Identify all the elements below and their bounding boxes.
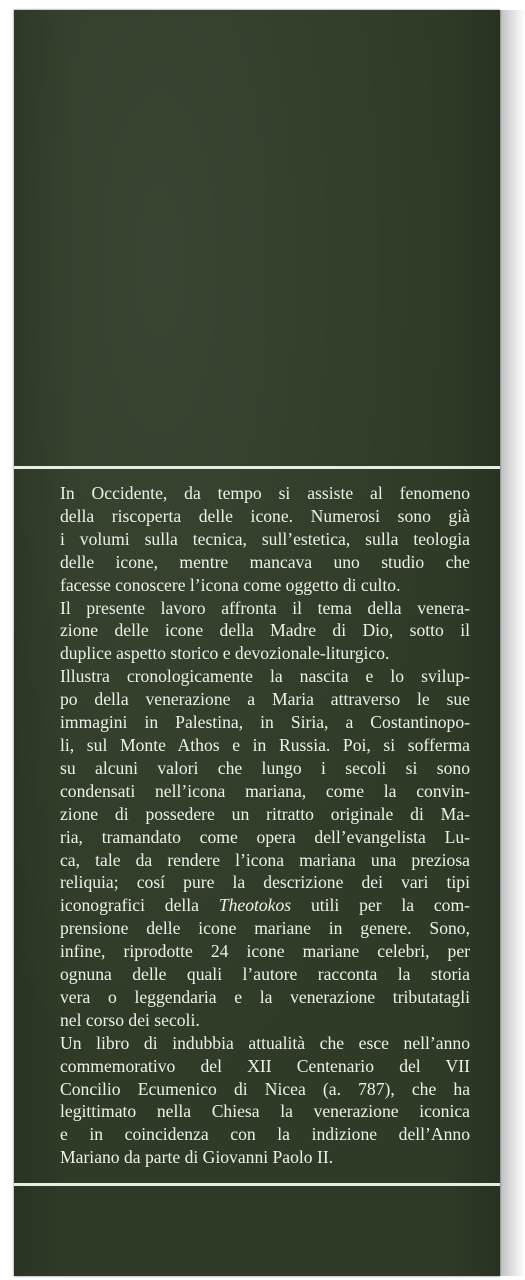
text-line: della riscoperta delle icone. Numerosi sono già [60,505,470,526]
text-line: ca, tale da rendere l’icona mariana una preziosa [60,849,470,870]
italic-term-theotokos: Theotokos [218,895,292,916]
text-fragment: iconografici della [60,895,199,916]
text-line: ognuna delle quali l’autore racconta la storia [60,964,470,985]
text-line: ria, tramandato come opera dell’evangelista Lu- [60,826,470,847]
text-line: zione di possedere un ritratto originale di Ma- [60,803,470,824]
page-edge-shadow [500,10,525,1276]
text-line: In Occidente, da tempo si assiste al fenomeno [60,483,470,503]
paragraph-2 [60,1032,470,1169]
text-line: immagini in Palestina, in Siria, a Costantinopo- [60,712,470,733]
text-line: e in coincidenza con la indizione dell’Anno [60,1124,470,1145]
text-line: facesse conoscere l’icona come oggetto di culto. [60,574,401,595]
text-line: Illustra cronologicamente la nascita e lo svilup- [60,666,470,687]
text-line: i volumi sulla tecnica, sull’estetica, sulla teologia [60,528,470,549]
text-line: zione delle icone della Madre di Dio, sotto il [60,620,470,641]
text-line: su alcuni valori che lungo i secoli si sono [60,757,470,778]
text-line: condensati nell’icona mariana, come la convin- [60,780,470,801]
text-line: Mariano da parte di Giovanni Paolo II. [60,1147,334,1168]
text-line: duplice aspetto storico e devozionale-liturgico. [60,643,390,664]
text-line: Il presente lavoro affronta il tema della venera- [60,597,470,618]
text-line: legittimato nella Chiesa la venerazione iconica [60,1101,470,1122]
text-line: Un libro di indubbia attualità che esce nell’anno [60,1032,470,1053]
bottom-rule [14,1183,500,1186]
text-line: li, sul Monte Athos e in Russia. Poi, si sofferma [60,734,470,755]
text-line: prensione delle icone mariane in genere. Sono, [60,918,470,939]
text-line: vera o leggendaria e la venerazione tributatagli [60,986,470,1007]
text-fragment: utili per la com- [310,895,471,916]
text-line: infine, riprodotte 24 icone mariane celebri, per [60,941,470,962]
paragraph-1 [60,482,470,1032]
text-line-theotokos [60,894,470,917]
text-line: delle icone, mentre mancava uno studio che [60,551,470,572]
top-rule [14,466,500,469]
text-line: commemorativo del XII Centenario del VII [60,1055,470,1076]
text-line: nel corso dei secoli. [60,1009,200,1030]
text-line: po della venerazione a Maria attraverso le sue [60,689,470,710]
text-line: Concilio Ecumenico di Nicea (a. 787), che ha [60,1078,470,1099]
flap-blurb-text [60,482,470,1169]
text-line: reliquia; cosí pure la descrizione dei vari tipi [60,872,470,893]
